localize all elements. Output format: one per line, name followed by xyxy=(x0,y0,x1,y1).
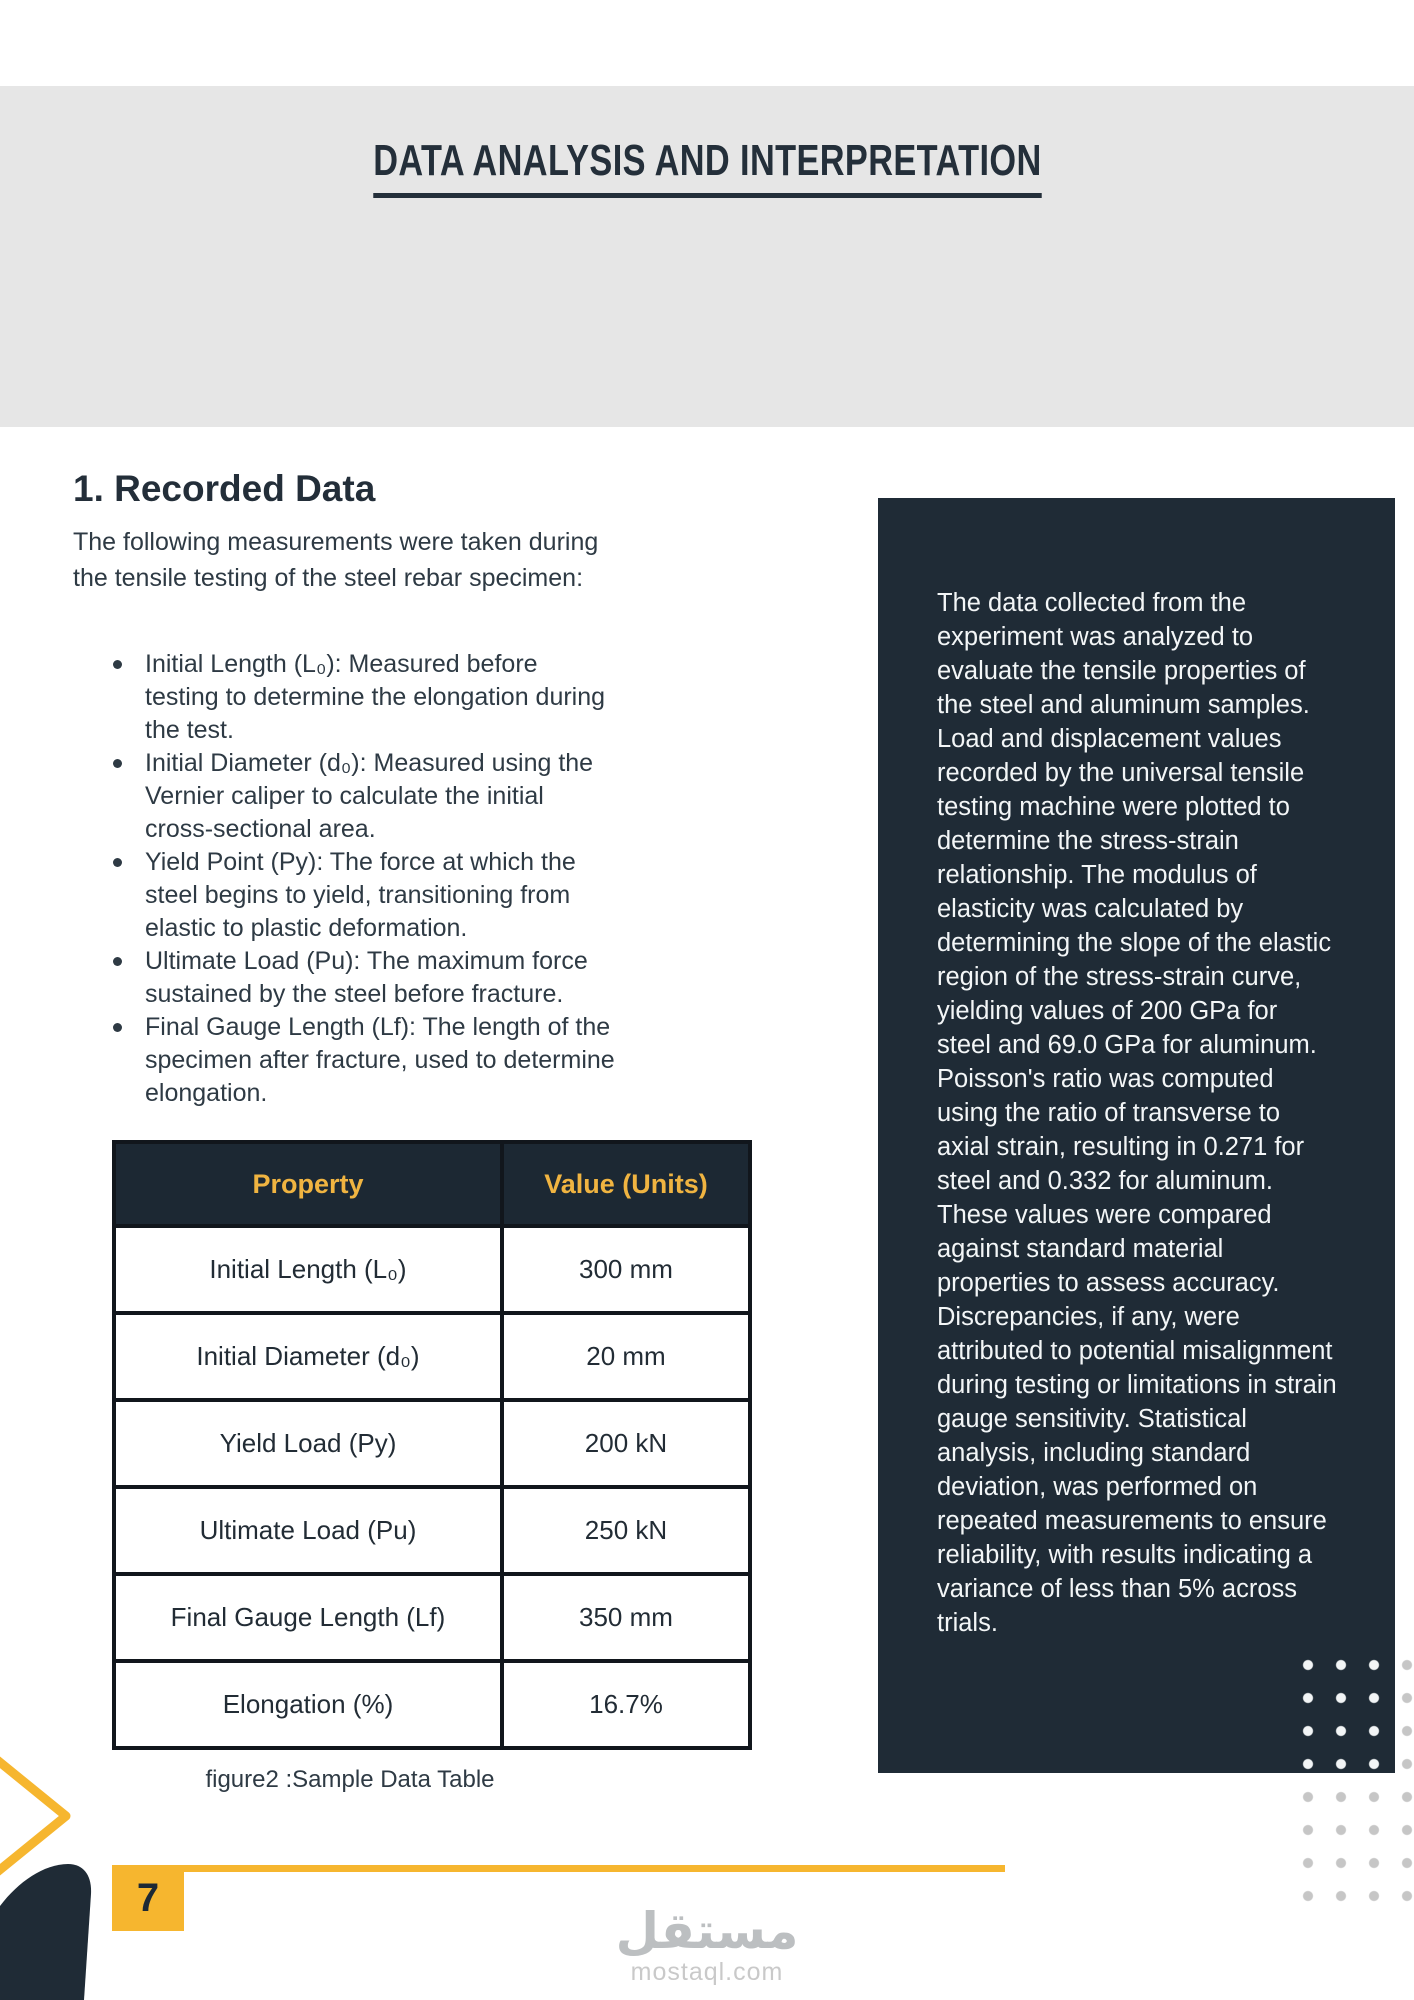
value-cell: 20 mm xyxy=(502,1313,750,1400)
intro-paragraph: The following measurements were taken during the tensile testing of the steel rebar specimen: xyxy=(73,528,599,592)
value-cell: 300 mm xyxy=(502,1226,750,1313)
watermark xyxy=(0,1903,1414,1986)
value-cell: 200 kN xyxy=(502,1400,750,1487)
value-cell: 350 mm xyxy=(502,1574,750,1661)
section-heading: 1. Recorded Data xyxy=(73,468,376,509)
table-row xyxy=(114,1313,750,1400)
analysis-panel xyxy=(878,498,1395,1773)
sample-data-table xyxy=(112,1140,752,1750)
table-header-row xyxy=(114,1142,750,1226)
table-row xyxy=(114,1400,750,1487)
table-row xyxy=(114,1226,750,1313)
page-title-text: DATA ANALYSIS AND INTERPRETATION xyxy=(373,136,1041,198)
property-cell: Initial Diameter (d₀) xyxy=(114,1313,502,1400)
watermark-domain: mostaql.com xyxy=(630,1958,784,1986)
page-title xyxy=(0,136,1414,198)
value-cell: 16.7% xyxy=(502,1661,750,1748)
value-cell: 250 kN xyxy=(502,1487,750,1574)
analysis-text: The data collected from the experiment was analyzed to evaluate the tensile properties of the steel and aluminum samples. Load and displacement values recorded by the universal tensile testing machine were plotted to determine the stress-strain relationship. The modulus of elasticity was calculated by determining the slope of the elastic region of the stress-strain curve, yielding values of 200 GPa for steel and 69.0 GPa for aluminum. Poisson's ratio was computed using the ratio of transverse to axial strain, resulting in 0.271 for steel and 0.332 for aluminum. These values were compared against standard material properties to assess accuracy. Discrepancies, if any, were attributed to potential misalignment during testing or limitations in strain gauge sensitivity. Statistical analysis, including standard deviation, was performed on repeated measurements to ensure reliability, with results indicating a variance of less than 5% across trials. xyxy=(937,589,1337,1637)
page-number: 7 xyxy=(136,1875,160,1920)
watermark-arabic-logo: مستقل xyxy=(615,1903,799,1959)
property-cell: Ultimate Load (Pu) xyxy=(114,1487,502,1574)
list-item: Initial Diameter (d₀): Measured using the Vernier caliper to calculate the initial cross-sectional area. xyxy=(105,747,615,846)
column-header-value: Value (Units) xyxy=(502,1142,750,1226)
table-row xyxy=(114,1487,750,1574)
measurement-list xyxy=(105,648,615,1110)
property-cell: Yield Load (Py) xyxy=(114,1400,502,1487)
list-item: Yield Point (Py): The force at which the steel begins to yield, transitioning from elastic to plastic deformation. xyxy=(105,846,615,945)
property-cell: Initial Length (L₀) xyxy=(114,1226,502,1313)
column-header-property: Property xyxy=(114,1142,502,1226)
list-item: Ultimate Load (Pu): The maximum force sustained by the steel before fracture. xyxy=(105,945,615,1011)
dot-grid-on-panel xyxy=(1292,1649,1391,1781)
table-caption: figure2 :Sample Data Table xyxy=(205,1766,495,1793)
list-item: Final Gauge Length (Lf): The length of the specimen after fracture, used to determine elongation. xyxy=(105,1011,615,1110)
dot-grid-bottom xyxy=(1292,1781,1414,1913)
property-cell: Elongation (%) xyxy=(114,1661,502,1748)
footer-accent-line xyxy=(112,1865,1005,1872)
property-cell: Final Gauge Length (Lf) xyxy=(114,1574,502,1661)
table-row xyxy=(114,1574,750,1661)
list-item: Initial Length (L₀): Measured before testing to determine the elongation during the test. xyxy=(105,648,615,747)
dot-grid-right xyxy=(1391,1649,1414,1781)
